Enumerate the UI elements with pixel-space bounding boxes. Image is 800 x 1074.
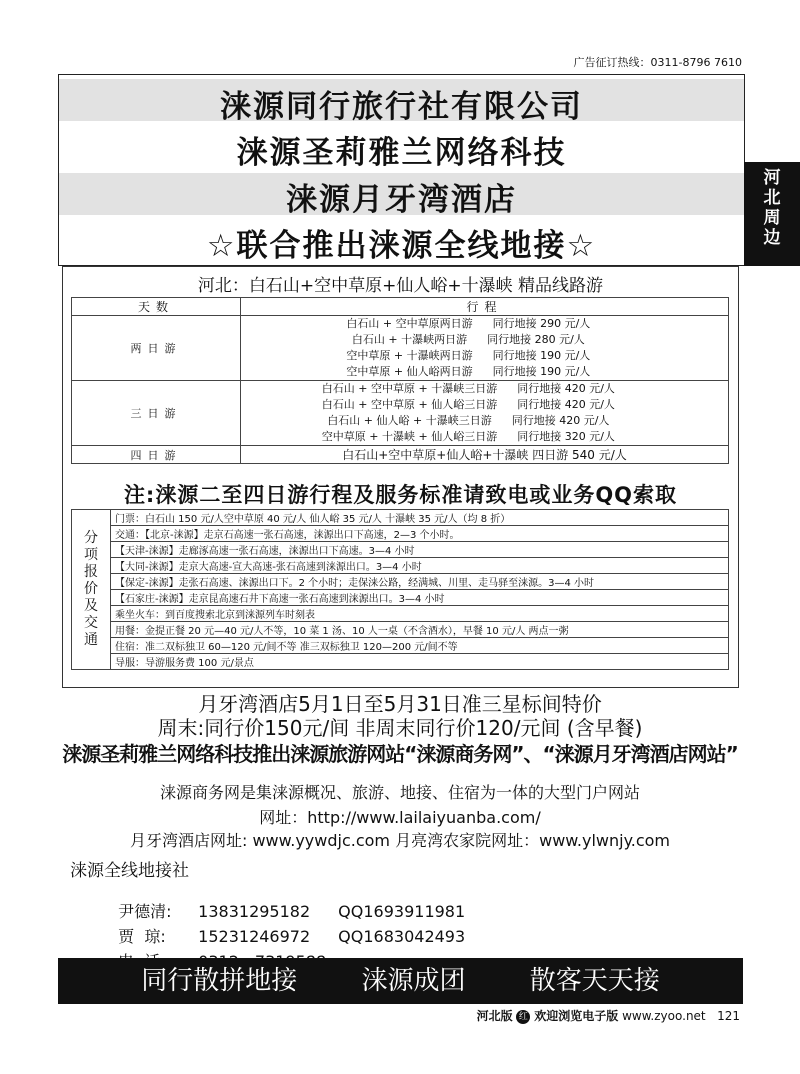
info-row: 乘坐火车：到百度搜索北京到涞源列车时刻表	[111, 606, 729, 622]
table-row: 两日游 白石山 + 空中草原两日游 同行地接 290 元/人 白石山 + 十瀑峡两日游 同行地接 280 元/人 空中草原 + 十瀑峡两日游 同行地接 190 元/人 空中草原 + 仙人峪两日游 同行地接 190 元/人	[72, 316, 729, 381]
info-row: 【石家庄-涞源】走京昆高速石井下高速一张石高速到涞源出口。3—4 小时	[111, 590, 729, 606]
route-line: 白石山 + 空中草原 + 十瀑峡三日游 同行地接 420 元/人	[321, 382, 615, 395]
slogan-bar: 同行散拼地接 涞源成团 散客天天接	[58, 958, 743, 1004]
info-row: 【大同-涞源】走京大高速-宣大高速-张石高速到涞源出口。3—4 小时	[111, 558, 729, 574]
badge-icon: 红	[516, 1010, 530, 1024]
route-line: 白石山 + 空中草原两日游 同行地接 290 元/人	[346, 317, 591, 330]
table-header: 天数 行程	[72, 298, 729, 316]
hotel-special-offer: 月牙湾酒店5月1日至5月31日准三星标间特价	[198, 692, 602, 716]
ad-hotline: 广告征订热线：0311-8796 7610	[573, 56, 742, 69]
website-launch: 涞源圣莉雅兰网络科技推出涞源旅游网站“涞源商务网”、“涞源月牙湾酒店网站”	[62, 742, 738, 766]
info-row: 【天津-涞源】走廊涿高速一张石高速，涞源出口下高速。3—4 小时	[111, 542, 729, 558]
contact-row: 尹德清: 13831295182 QQ1693911981	[118, 902, 466, 921]
route-line: 白石山 + 仙人峪 + 十瀑峡三日游 同行地接 420 元/人	[327, 414, 610, 427]
info-row: 门票：白石山 150 元/人空中草原 40 元/人 仙人峪 35 元/人 十瀑峡 35 元/人（均 8 折）	[111, 510, 729, 526]
hotel-price: 周末:同行价150元/间 非周末同行价120/元间 (含早餐)	[157, 716, 643, 740]
info-row: 【保定-涞源】走张石高速、涞源出口下。2 个小时；走保涞公路，经满城、川里、走马驿至涞源。3—4 小时	[111, 574, 729, 590]
route-line: 空中草原 + 仙人峪两日游 同行地接 190 元/人	[346, 365, 591, 378]
page-footer: 河北版 红 欢迎浏览电子版 www.zyoo.net 121	[476, 1009, 740, 1023]
route-title: 河北：白石山+空中草原+仙人峪+十瀑峡 精品线路游	[197, 276, 604, 296]
website-description: 涞源商务网是集涞源概况、旅游、地接、住宿为一体的大型门户网站	[159, 783, 640, 802]
banner-company-hotel: 涞源月牙湾酒店	[286, 182, 517, 218]
contacts-heading: 涞源全线地接社	[70, 861, 189, 881]
info-row: 用餐：金提正餐 20 元—40 元/人不等，10 菜 1 汤、10 人一桌（不含酒水），早餐 10 元/人 两点一粥	[111, 622, 729, 638]
page-number: 121	[717, 1009, 740, 1023]
website-url[interactable]: 网址：http://www.lailaiyuanba.com/	[259, 808, 541, 827]
banner-company-travel: 涞源同行旅行社有限公司	[220, 89, 583, 125]
pricing-transport-table	[71, 509, 729, 670]
banner-headline: ☆联合推出涞源全线地接☆	[206, 228, 597, 264]
hotel-urls[interactable]: 月牙湾酒店网址: www.yywdjc.com 月亮湾农家院网址：www.ylwnjy.com	[129, 831, 671, 850]
banner-company-network: 涞源圣莉雅兰网络科技	[236, 135, 567, 171]
route-line: 白石山 + 十瀑峡两日游 同行地接 280 元/人	[351, 333, 585, 346]
notice: 注:涞源二至四日游行程及服务标准请致电或业务QQ索取	[123, 483, 678, 507]
region-tab: 河 北 周 边	[744, 162, 800, 266]
route-line: 空中草原 + 十瀑峡 + 仙人峪三日游 同行地接 320 元/人	[321, 430, 615, 443]
table-row: 四日游 白石山+空中草原+仙人峪+十瀑峡 四日游 540 元/人	[72, 446, 729, 464]
info-row: 住宿：准二双标独卫 60—120 元/间不等 准三双标独卫 120—200 元/间不等	[111, 638, 729, 654]
route-line: 空中草原 + 十瀑峡两日游 同行地接 190 元/人	[346, 349, 591, 362]
section-label: 分 项 报 价 及 交 通	[72, 510, 111, 670]
info-row: 导服：导游服务费 100 元/景点	[111, 654, 729, 670]
contact-row: 贾 琼: 15231246972 QQ1683042493	[118, 927, 466, 946]
route-line: 白石山 + 空中草原 + 仙人峪三日游 同行地接 420 元/人	[321, 398, 615, 411]
table-row: 三日游 白石山 + 空中草原 + 十瀑峡三日游 同行地接 420 元/人 白石山 + 空中草原 + 仙人峪三日游 同行地接 420 元/人 白石山 + 仙人峪 + 十瀑峡三日游 同行地接 420 元/人 空中草原 + 十瀑峡 + 仙人峪三日游 同行地接 320 元/人	[72, 381, 729, 446]
route-table	[71, 297, 729, 464]
banner	[58, 74, 745, 266]
route-section	[62, 266, 739, 688]
info-row: 交通：【北京-涞源】走京石高速一张石高速，涞源出口下高速，2—3 个小时。	[111, 526, 729, 542]
